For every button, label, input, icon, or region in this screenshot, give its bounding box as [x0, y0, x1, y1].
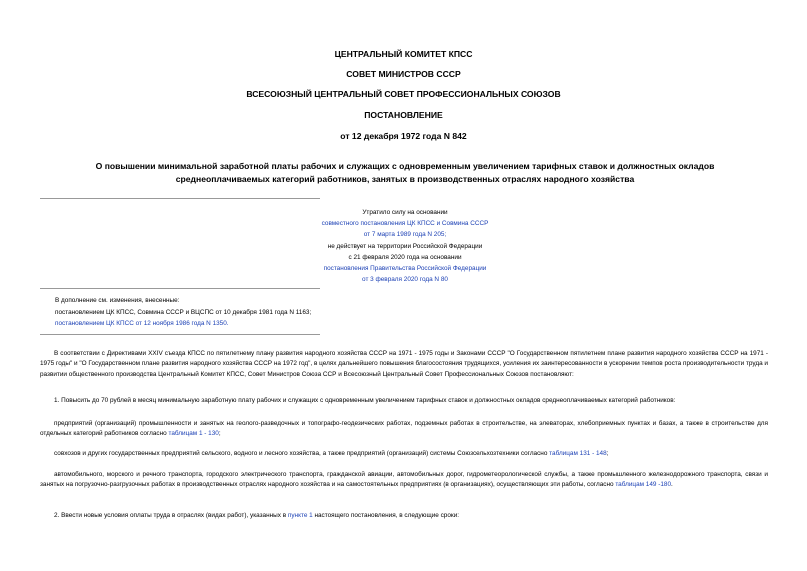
clause-2-text-end: настоящего постановления, в следующие сроки: [312, 512, 460, 519]
clause-2-text: 2. Ввести новые условия оплаты труда в отраслях (видах работ), указанных в [54, 512, 288, 519]
status-line-4: не действует на территории Российской Федерации [327, 242, 483, 250]
clause-1-agriculture-paragraph [40, 449, 768, 459]
amendments-link-1350[interactable]: постановлением ЦК КПСС от 12 ноября 1986 года N 1350. [55, 320, 229, 327]
divider-bottom [40, 334, 320, 335]
document-type: ПОСТАНОВЛЕНИЕ [364, 110, 443, 120]
title-line-2: среднеоплачиваемых категорий работников, занятых в производственных отраслях народного хозяйства [175, 174, 635, 184]
status-link-joint-resolution[interactable]: совместного постановления ЦК КПСС и Совмина СССР [321, 220, 489, 228]
divider-mid [40, 288, 320, 289]
status-link-date-205[interactable]: от 7 марта 1989 года N 205; [363, 231, 447, 239]
title-line-1: О повышении минимальной заработной платы рабочих и служащих с одновременным увеличением тарифных ставок и должностных окладов [95, 161, 715, 171]
amendments-line-1: В дополнение см. изменения, внесенные: [55, 297, 180, 304]
industry-text-end: ; [218, 430, 221, 438]
preamble-text-a: В соответствии с Директивами XXIV съезда КПСС по пятилетнему плану развития народного хозяйства СССР на 1971 - 1975 годы и Законами СССР "О Государственном пятилетнем плане развития народного хозяйства СССР на 1971 - 1975 годы" и "О Государственном плане развития народного хозяйства СССР на 1972 год" [40, 350, 768, 368]
status-link-date-80[interactable]: от 3 февраля 2020 года N 80 [362, 276, 448, 284]
validity-status-note [250, 207, 560, 285]
clause-2-paragraph [40, 511, 768, 521]
agriculture-text-end: ; [606, 450, 609, 457]
status-line-1: Утратило силу на основании [362, 209, 448, 216]
amendments-note [55, 295, 385, 330]
transport-text-end: . [671, 481, 673, 489]
agriculture-text: совхозов и других государственных предприятий сельского, водного и лесного хозяйства, а также предприятий (организаций) системы Союзсельхозтехники согласно [54, 450, 550, 457]
divider-top [40, 198, 320, 199]
preamble-text-b: , в целях дальнейшего повышения благосостояния трудящихся, усиления их заинтересованности в ускорении темпов роста производительности труда и развитии общественного производства Центральный Комитет КПСС, Совет Министров Союза ССР и Всесоюзный Центральный Совет Профессиональных Союзов постановляют: [40, 360, 768, 378]
link-tables-131-148[interactable]: таблицам 131 - 148 [549, 450, 607, 457]
amendments-line-2: постановлением ЦК КПСС, Совмина СССР и ВЦСПС от 10 декабря 1981 года N 1163; [55, 308, 312, 316]
document-date-number: от 12 декабря 1972 года N 842 [340, 131, 467, 141]
clause-1-paragraph: 1. Повысить до 70 рублей в месяц минимальную заработную плату рабочих и служащих с одновременным увеличением тарифных ставок и должностных окладов среднеоплачиваемых категорий работников: [54, 397, 676, 404]
document-title [70, 160, 740, 186]
status-line-5: с 21 февраля 2020 года на основании [348, 253, 462, 261]
issuer-cc-cpsu: ЦЕНТРАЛЬНЫЙ КОМИТЕТ КПСС [334, 49, 473, 59]
status-link-govt-resolution[interactable]: постановления Правительства Российской Федерации [323, 265, 487, 273]
clause-1-industry-paragraph [40, 419, 768, 440]
link-tables-1-130[interactable]: таблицам 1 - 130 [168, 430, 219, 438]
transport-text: автомобильного, морского и речного транспорта, городского электрического транспорта, гражданской авиации, автомобильных дорог, гидрометеорологической службы, а также промышленного железнодорожного транспорта, связи и занятых на погрузочно-разгрузочных работах в производственных отраслях народного хозяйства и на самостоятельных предприятиях (в организациях), осуществляющих эти работы, согласно [40, 471, 768, 489]
preamble-paragraph [40, 349, 768, 380]
clause-1-transport-paragraph [40, 470, 768, 491]
link-tables-149-180[interactable]: таблицам 149 -180 [615, 481, 672, 489]
issuer-trade-unions: ВСЕСОЮЗНЫЙ ЦЕНТРАЛЬНЫЙ СОВЕТ ПРОФЕССИОНАЛЬНЫХ СОЮЗОВ [246, 89, 561, 99]
industry-text: предприятий (организаций) промышленности и занятых на геолого-разведочных и топографо-геодезических работах, подземных работах в строительстве, на элеваторах, хлебоприемных пунктах и базах, а также в строительстве для отдельных категорий работников согласно [40, 420, 768, 438]
issuer-council-of-ministers: СОВЕТ МИНИСТРОВ СССР [346, 69, 461, 79]
link-clause-1[interactable]: пункте 1 [287, 512, 313, 519]
